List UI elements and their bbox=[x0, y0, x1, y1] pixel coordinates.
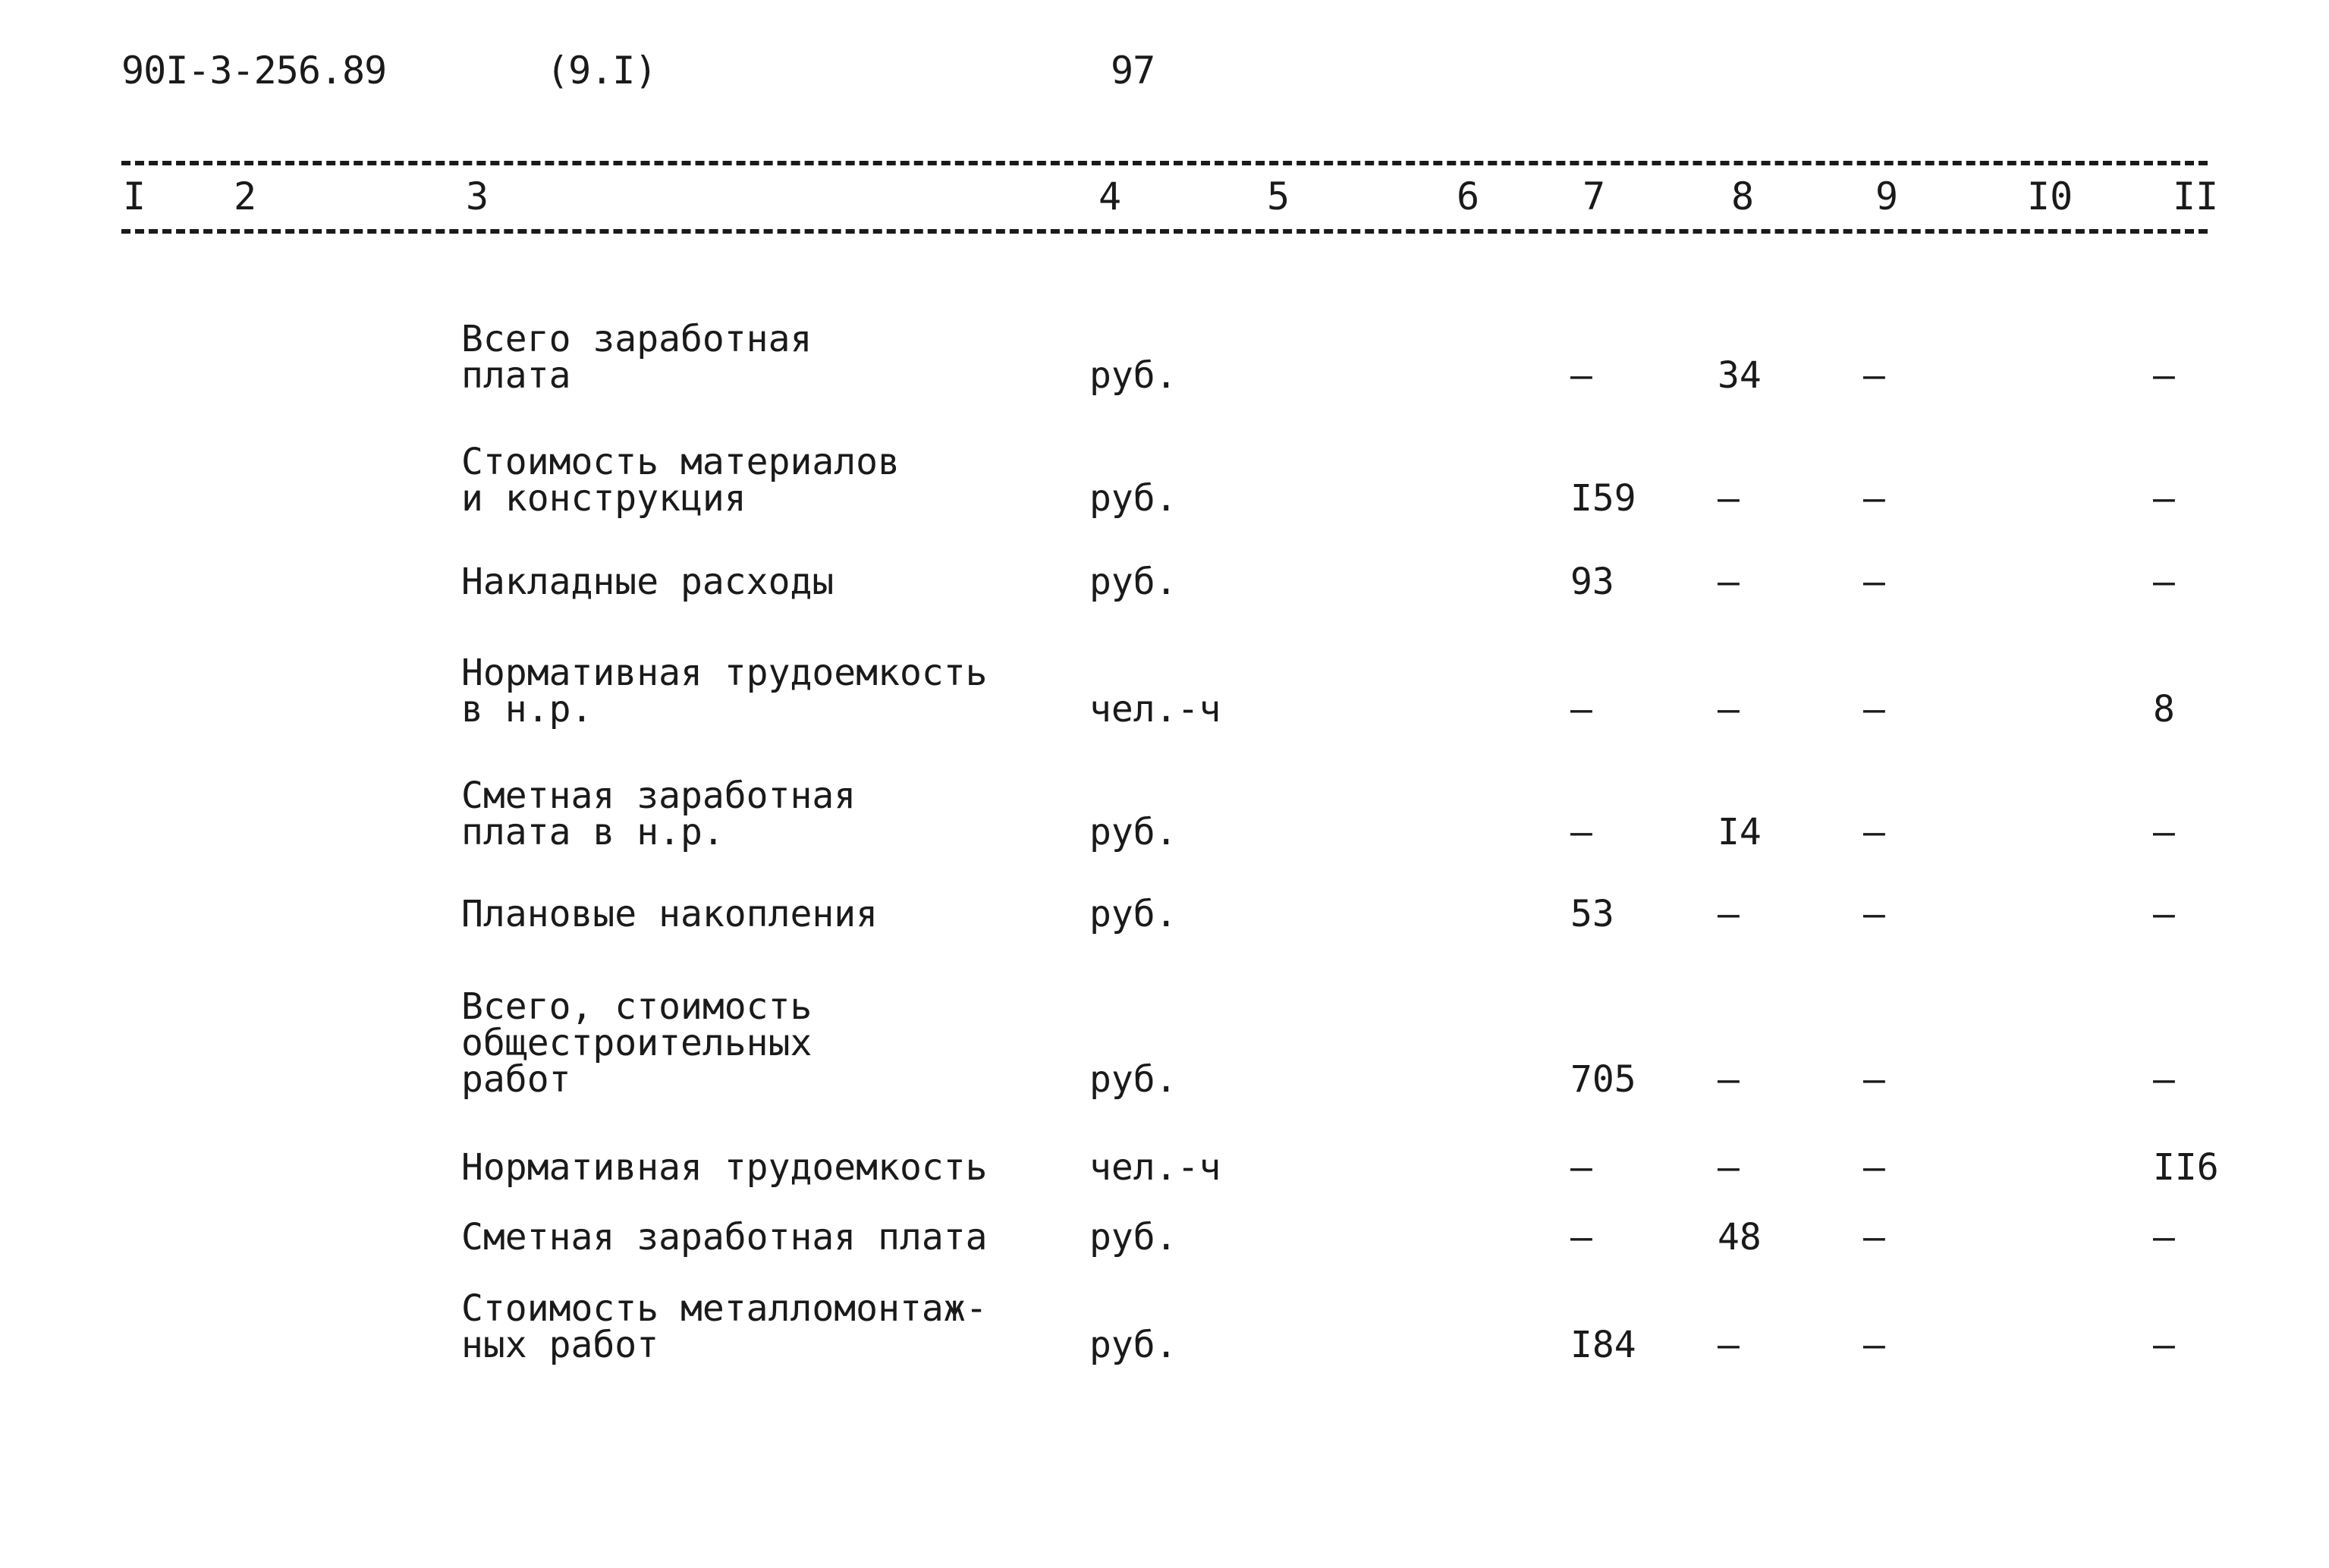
item-name: Нормативная трудоемкость bbox=[461, 652, 988, 694]
column-number: I bbox=[123, 174, 146, 218]
column-7-value: – bbox=[1570, 1146, 1592, 1189]
column-8-value: – bbox=[1718, 1324, 1740, 1366]
unit-value: руб. bbox=[1089, 811, 1177, 853]
unit-value: руб. bbox=[1089, 354, 1177, 397]
column-7-value: 53 bbox=[1570, 893, 1614, 935]
item-name: Сметная заработная плата bbox=[461, 1216, 988, 1258]
column-number: 8 bbox=[1731, 174, 1755, 218]
column-number: 5 bbox=[1267, 174, 1290, 218]
column-11-value: – bbox=[2153, 893, 2175, 935]
unit-value: чел.-ч bbox=[1089, 1146, 1221, 1189]
item-name: Стоимость металломонтаж- bbox=[461, 1287, 988, 1330]
column-9-value: – bbox=[1863, 1324, 1885, 1366]
item-name: работ bbox=[461, 1058, 571, 1101]
column-7-value: 93 bbox=[1570, 561, 1614, 603]
column-number: I0 bbox=[2027, 174, 2073, 218]
column-8-value: 34 bbox=[1718, 354, 1762, 397]
column-8-value: – bbox=[1718, 893, 1740, 935]
unit-value: руб. bbox=[1089, 1324, 1177, 1366]
column-9-value: – bbox=[1863, 811, 1885, 853]
item-name: Нормативная трудоемкость bbox=[461, 1146, 988, 1189]
column-number: 9 bbox=[1875, 174, 1899, 218]
column-9-value: – bbox=[1863, 688, 1885, 731]
column-8-value: – bbox=[1718, 561, 1740, 603]
header-rule-bottom bbox=[121, 229, 2208, 234]
column-7-value: – bbox=[1570, 1216, 1592, 1258]
item-name: Сметная заработная bbox=[461, 775, 856, 817]
column-8-value: 48 bbox=[1718, 1216, 1762, 1258]
unit-value: руб. bbox=[1089, 561, 1177, 603]
column-9-value: – bbox=[1863, 1216, 1885, 1258]
column-11-value: II6 bbox=[2153, 1146, 2219, 1189]
unit-value: руб. bbox=[1089, 1058, 1177, 1101]
item-name: плата в н.р. bbox=[461, 811, 724, 853]
column-9-value: – bbox=[1863, 1058, 1885, 1101]
column-7-value: – bbox=[1570, 688, 1592, 731]
item-name: Всего, стоимость bbox=[461, 985, 812, 1028]
column-9-value: – bbox=[1863, 1146, 1885, 1189]
column-7-value: I84 bbox=[1570, 1324, 1636, 1366]
column-8-value: – bbox=[1718, 1058, 1740, 1101]
column-number: 6 bbox=[1457, 174, 1480, 218]
unit-value: руб. bbox=[1089, 1216, 1177, 1258]
column-9-value: – bbox=[1863, 893, 1885, 935]
item-name: Стоимость материалов bbox=[461, 441, 900, 483]
item-name: в н.р. bbox=[461, 688, 593, 731]
item-name: ных работ bbox=[461, 1324, 659, 1366]
section-number: (9.I) bbox=[546, 49, 657, 93]
column-9-value: – bbox=[1863, 561, 1885, 603]
column-number: 2 bbox=[234, 174, 257, 218]
column-11-value: – bbox=[2153, 811, 2175, 853]
header-rule-top bbox=[121, 161, 2208, 165]
item-name: плата bbox=[461, 354, 571, 397]
column-9-value: – bbox=[1863, 477, 1885, 520]
column-11-value: – bbox=[2153, 1324, 2175, 1366]
column-11-value: – bbox=[2153, 354, 2175, 397]
unit-value: чел.-ч bbox=[1089, 688, 1221, 731]
column-7-value: – bbox=[1570, 811, 1592, 853]
document-code: 90I-3-256.89 bbox=[121, 49, 387, 93]
page-number: 97 bbox=[1111, 49, 1155, 93]
column-11-value: – bbox=[2153, 561, 2175, 603]
column-11-value: 8 bbox=[2153, 688, 2175, 731]
column-7-value: I59 bbox=[1570, 477, 1636, 520]
unit-value: руб. bbox=[1089, 477, 1177, 520]
item-name: Всего заработная bbox=[461, 318, 812, 360]
column-11-value: – bbox=[2153, 1216, 2175, 1258]
column-8-value: I4 bbox=[1718, 811, 1762, 853]
item-name: Плановые накопления bbox=[461, 893, 878, 935]
column-9-value: – bbox=[1863, 354, 1885, 397]
column-8-value: – bbox=[1718, 688, 1740, 731]
unit-value: руб. bbox=[1089, 893, 1177, 935]
column-number: 4 bbox=[1098, 174, 1122, 218]
column-11-value: – bbox=[2153, 1058, 2175, 1101]
column-number: II bbox=[2173, 174, 2219, 218]
item-name: общестроительных bbox=[461, 1022, 812, 1064]
column-number: 3 bbox=[466, 174, 489, 218]
column-7-value: – bbox=[1570, 354, 1592, 397]
column-8-value: – bbox=[1718, 1146, 1740, 1189]
item-name: и конструкция bbox=[461, 477, 746, 520]
column-7-value: 705 bbox=[1570, 1058, 1636, 1101]
item-name: Накладные расходы bbox=[461, 561, 834, 603]
column-number: 7 bbox=[1583, 174, 1606, 218]
column-11-value: – bbox=[2153, 477, 2175, 520]
column-8-value: – bbox=[1718, 477, 1740, 520]
